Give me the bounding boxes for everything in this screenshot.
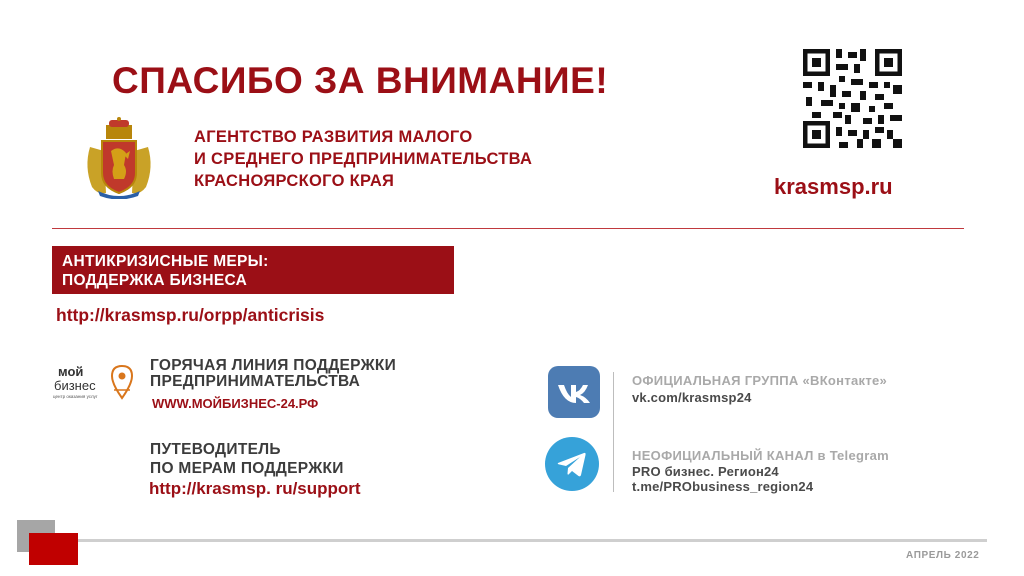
telegram-title: НЕОФИЦИАЛЬНЫЙ КАНАЛ в Telegram [632,448,889,463]
footer-bar [52,539,987,542]
moy-biznes-logo [52,362,136,406]
hotline-line: ПРЕДПРИНИМАТЕЛЬСТВА [150,373,361,390]
telegram-channel [632,448,889,495]
agency-line: АГЕНТСТВО РАЗВИТИЯ МАЛОГО [194,128,473,146]
anticrisis-banner [52,246,454,294]
footer-date: АПРЕЛЬ 2022 [906,550,980,561]
divider [52,228,964,229]
anticrisis-link[interactable]: http://krasmsp.ru/orpp/anticrisis [56,305,325,325]
agency-name [194,126,532,192]
vk-group [632,372,887,406]
vertical-divider [613,372,614,492]
vk-link[interactable]: vk.com/krasmsp24 [632,390,752,405]
guide-line: ПУТЕВОДИТЕЛЬ [150,441,281,458]
banner-line: ПОДДЕРЖКА БИЗНЕСА [62,272,248,289]
guide-title [150,440,344,478]
banner-line: АНТИКРИЗИСНЫЕ МЕРЫ: [62,253,269,270]
agency-line: И СРЕДНЕГО ПРЕДПРИНИМАТЕЛЬСТВА [194,150,533,168]
page-title: СПАСИБО ЗА ВНИМАНИЕ! [112,60,609,101]
logo-word: бизнес [54,378,96,393]
logo-word: мой [58,364,84,379]
hotline-link[interactable]: WWW.МОЙБИЗНЕС-24.РФ [152,396,319,411]
qr-code-icon[interactable] [803,49,902,148]
krasnoyarsk-coat-of-arms-icon [84,117,154,199]
guide-link[interactable]: http://krasmsp. ru/support [149,479,361,498]
agency-line: КРАСНОЯРСКОГО КРАЯ [194,172,395,190]
hotline-title [150,358,396,390]
vk-icon[interactable] [548,366,600,418]
guide-line: ПО МЕРАМ ПОДДЕРЖКИ [150,460,344,477]
telegram-icon[interactable] [545,437,599,491]
decorative-square-red [29,533,78,565]
vk-title: ОФИЦИАЛЬНАЯ ГРУППА «ВКонтакте» [632,373,888,388]
hotline-line: ГОРЯЧАЯ ЛИНИЯ ПОДДЕРЖКИ [150,357,397,374]
telegram-name: PRO бизнес. Регион24 [632,463,779,479]
website-link[interactable]: krasmsp.ru [774,174,893,199]
telegram-link[interactable]: t.me/PRObusiness_region24 [632,479,814,494]
logo-caption: центр оказания услуг [53,394,98,399]
